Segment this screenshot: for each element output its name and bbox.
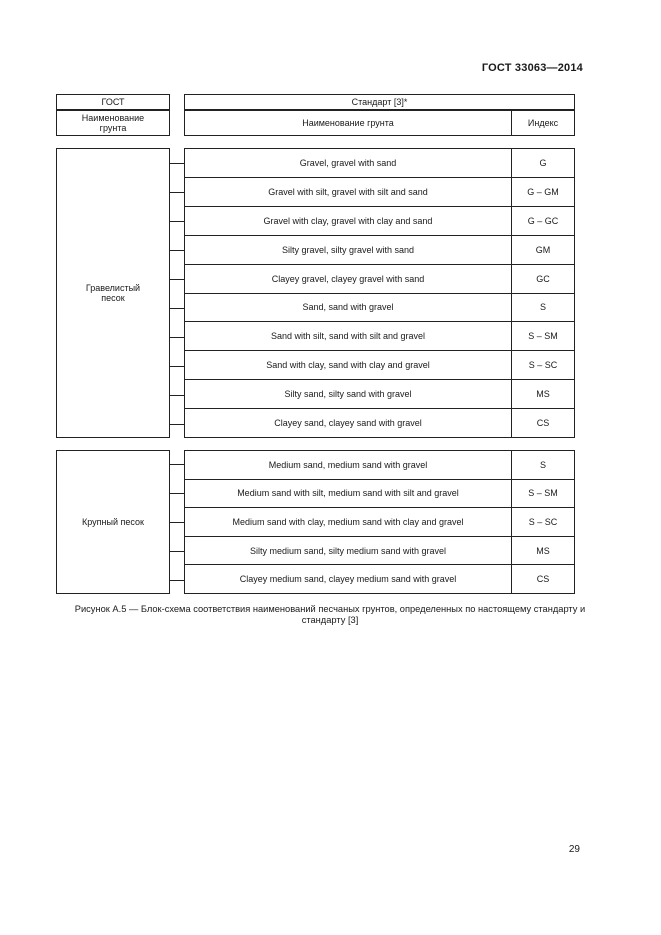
soil-index: G – GM: [511, 178, 574, 206]
table-row: [185, 409, 574, 437]
soil-index: S: [511, 451, 574, 479]
connector-line: [170, 308, 184, 309]
standard-header: [184, 94, 575, 110]
connector-line: [170, 366, 184, 367]
table-row: [185, 480, 574, 509]
soil-index: CS: [511, 565, 574, 593]
soil-name: Clayey medium sand, clayey medium sand with gravel: [239, 574, 457, 585]
connector-line: [170, 163, 184, 164]
soil-name: Sand with clay, sand with clay and gravel: [266, 360, 430, 371]
soil-index: MS: [511, 537, 574, 565]
connector-line: [170, 221, 184, 222]
connector-line: [170, 522, 184, 523]
group-label: Гравелистый песок: [85, 283, 141, 303]
soil-index: MS: [511, 380, 574, 408]
soil-name-right-header: [185, 111, 511, 135]
table-row: [185, 537, 574, 566]
standard-header-label: Стандарт [3]*: [351, 97, 408, 107]
connector-line: [170, 424, 184, 425]
group-label: Крупный песок: [82, 517, 144, 527]
soil-name: Gravel with clay, gravel with clay and sand: [263, 215, 433, 226]
group-label-box: [56, 450, 170, 594]
soil-name: Silty medium sand, silty medium sand with gravel: [249, 545, 447, 556]
index-header-label: Индекс: [527, 118, 559, 128]
soil-index: GC: [511, 265, 574, 293]
soil-index: G – GC: [511, 207, 574, 235]
soil-name: Sand, sand with gravel: [302, 302, 394, 313]
connector-line: [170, 551, 184, 552]
group-rows: [184, 148, 575, 438]
table-row: [185, 178, 574, 207]
soil-name: Sand with silt, sand with silt and gravel: [270, 331, 426, 342]
table-row: [185, 351, 574, 380]
soil-name: Medium sand with silt, medium sand with silt and gravel: [237, 488, 459, 499]
index-header: [511, 111, 574, 135]
table-row: [185, 508, 574, 537]
soil-index: S – SM: [511, 480, 574, 508]
soil-name: Clayey gravel, clayey gravel with sand: [271, 273, 425, 284]
group-rows: [184, 450, 575, 594]
connector-line: [170, 464, 184, 465]
soil-index: S – SC: [511, 508, 574, 536]
connector-line: [170, 192, 184, 193]
table-row: [185, 294, 574, 323]
gost-header: [56, 94, 170, 110]
soil-name: Medium sand with clay, medium sand with clay and gravel: [232, 516, 464, 527]
soil-name: Gravel, gravel with sand: [299, 157, 397, 168]
table-row: [185, 207, 574, 236]
soil-index: G: [511, 149, 574, 177]
soil-index: S: [511, 294, 574, 322]
figure-caption: Рисунок А.5 — Блок-схема соответствия наименований песчаных грунтов, определенных по настоящему стандарту и стандарту [3]: [74, 604, 586, 625]
gost-header-label: ГОСТ: [101, 97, 125, 107]
table-row: [185, 265, 574, 294]
table-row: [185, 236, 574, 265]
soil-index: CS: [511, 409, 574, 437]
connector-line: [170, 279, 184, 280]
soil-index: GM: [511, 236, 574, 264]
soil-name-left-header: [56, 110, 170, 136]
table-row: [185, 322, 574, 351]
soil-name: Medium sand, medium sand with gravel: [268, 459, 428, 470]
standard-subheader: [184, 110, 575, 136]
group-label-box: [56, 148, 170, 438]
connector-line: [170, 493, 184, 494]
soil-index: S – SC: [511, 351, 574, 379]
connector-line: [170, 395, 184, 396]
table-row: [185, 565, 574, 593]
connector-line: [170, 580, 184, 581]
table-row: [185, 451, 574, 480]
soil-name-left-label: Наименование грунта: [81, 113, 145, 133]
soil-name: Clayey sand, clayey sand with gravel: [274, 418, 422, 429]
connector-line: [170, 250, 184, 251]
page-number: 29: [568, 844, 580, 855]
table-row: [185, 380, 574, 409]
connector-line: [170, 337, 184, 338]
soil-name: Gravel with silt, gravel with silt and sand: [268, 186, 428, 197]
soil-name: Silty sand, silty sand with gravel: [284, 389, 412, 400]
document-id: ГОСТ 33063—2014: [481, 62, 583, 74]
table-row: [185, 149, 574, 178]
soil-name: Silty gravel, silty gravel with sand: [281, 244, 415, 255]
soil-name-right-label: Наименование грунта: [302, 118, 394, 128]
soil-index: S – SM: [511, 322, 574, 350]
